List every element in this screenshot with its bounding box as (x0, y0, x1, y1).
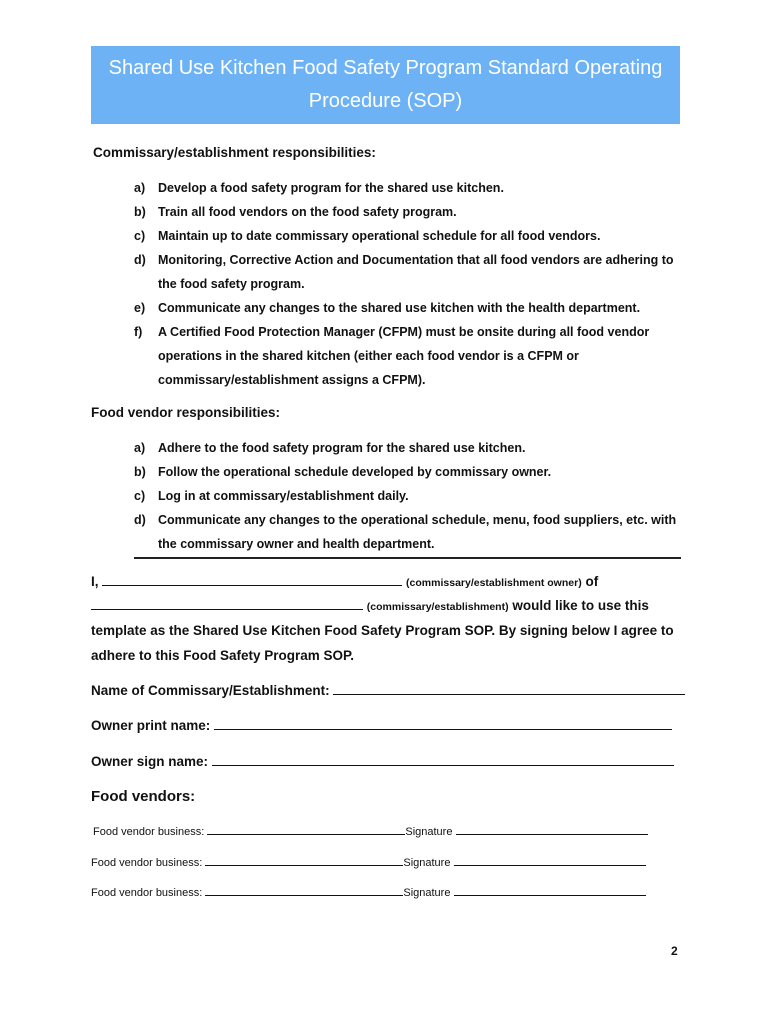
list-item: f) A Certified Food Protection Manager (CFPM) must be onsite during all food vendor operations in the shared kitchen (either each food vendor is a CFPM or commissary/establishment assigns a CFPM). (134, 325, 650, 387)
list-item: a) Adhere to the food safety program for the shared use kitchen. (134, 441, 526, 455)
agreement-line-2: (commissary/establishment) would like to use this (91, 598, 649, 613)
title-line-2: Procedure (SOP) (308, 90, 463, 112)
vendor-signature-blank[interactable] (454, 884, 646, 896)
list-item: d) Monitoring, Corrective Action and Documentation that all food vendors are adhering to the food safety program. (134, 253, 674, 291)
list-item: c) Log in at commissary/establishment daily. (134, 489, 409, 503)
establishment-blank[interactable] (91, 598, 363, 610)
vendor-list (134, 436, 679, 556)
agreement-line-1: I, (commissary/establishment owner) of (91, 574, 599, 589)
list-item: e) Communicate any changes to the shared use kitchen with the health department. (134, 301, 641, 315)
owner-print-blank[interactable] (214, 718, 672, 730)
list-item: b) Train all food vendors on the food safety program. (134, 205, 457, 219)
page-number: 2 (671, 944, 678, 958)
list-item: d) Communicate any changes to the operational schedule, menu, food suppliers, etc. with the commissary owner and health department. (134, 513, 677, 551)
vendor-business-blank[interactable] (205, 854, 403, 866)
commissary-name-field: Name of Commissary/Establishment: (91, 683, 685, 698)
commissary-name-blank[interactable] (333, 683, 685, 695)
agreement-line-3: template as the Shared Use Kitchen Food Safety Program SOP. By signing below I agree to (91, 623, 674, 638)
title-line-1: Shared Use Kitchen Food Safety Program Standard Operating (108, 57, 663, 79)
vendor-row: Food vendor business: Signature (91, 854, 646, 869)
title-banner (91, 46, 680, 124)
owner-name-blank[interactable] (102, 574, 402, 586)
owner-sign-blank[interactable] (212, 754, 674, 766)
vendor-row: Food vendor business: Signature (93, 823, 648, 838)
vendor-business-blank[interactable] (205, 884, 403, 896)
vendor-heading: Food vendor responsibilities: (91, 405, 281, 420)
list-item: b) Follow the operational schedule developed by commissary owner. (134, 465, 552, 479)
divider (134, 557, 681, 559)
commissary-heading: Commissary/establishment responsibilities: (93, 145, 376, 160)
commissary-list (134, 176, 679, 392)
vendor-business-blank[interactable] (207, 823, 405, 835)
list-item: c) Maintain up to date commissary operational schedule for all food vendors. (134, 229, 601, 243)
agreement-line-4: adhere to this Food Safety Program SOP. (91, 648, 355, 663)
vendor-signature-blank[interactable] (454, 854, 646, 866)
vendor-row: Food vendor business: Signature (91, 884, 646, 899)
owner-sign-field: Owner sign name: (91, 754, 674, 769)
list-item: a) Develop a food safety program for the shared use kitchen. (134, 181, 504, 195)
vendor-signature-blank[interactable] (456, 823, 648, 835)
food-vendors-heading: Food vendors: (91, 788, 196, 805)
owner-print-field: Owner print name: (91, 718, 672, 733)
